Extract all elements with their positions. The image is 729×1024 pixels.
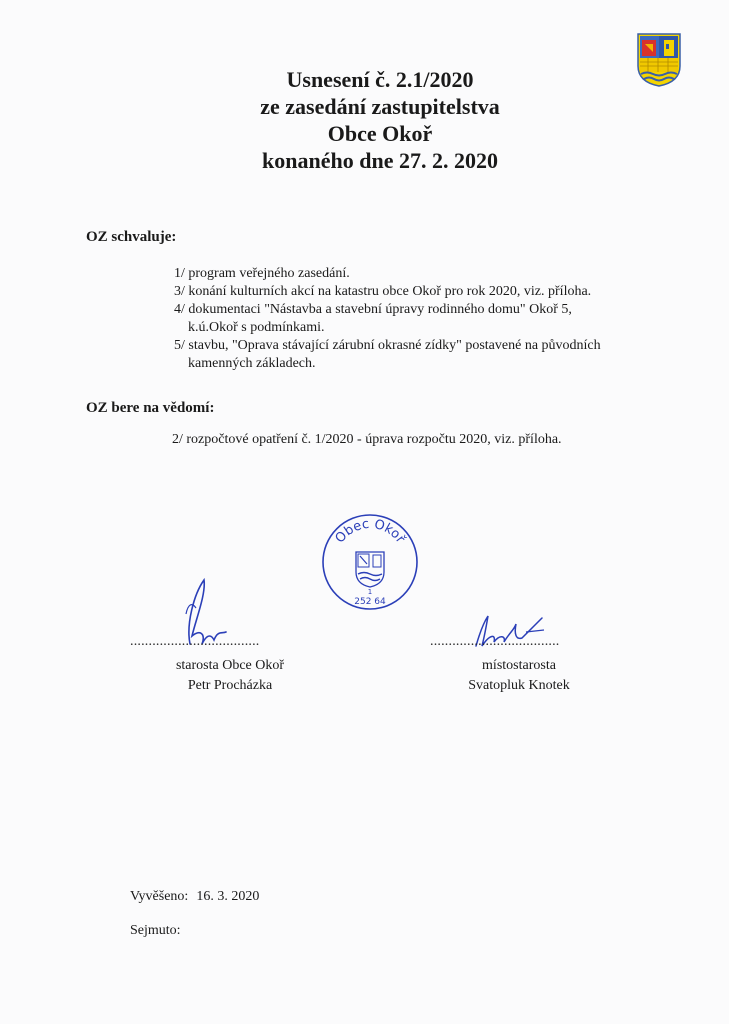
coat-of-arms-icon — [636, 32, 682, 88]
notes-heading: OZ bere na vědomí: — [86, 400, 215, 416]
title-line-1: Usnesení č. 2.1/2020 — [286, 67, 474, 92]
signatory-right-name: Svatopluk Knotek — [468, 678, 570, 693]
stamp-text: Obec Okoř — [332, 516, 408, 547]
signatory-left-name: Petr Procházka — [187, 678, 273, 693]
stamp-postcode: 252 64 — [354, 597, 386, 607]
signatory-left — [145, 656, 315, 696]
signature-line-left: ................................... — [130, 634, 260, 649]
approves-heading: OZ schvaluje: — [86, 229, 177, 245]
list-item — [174, 265, 601, 283]
approved-items-list — [174, 265, 601, 373]
signature-line-right: ................................... — [430, 634, 560, 649]
list-item-continuation: k.ú.Okoř s podmínkami. — [188, 320, 325, 335]
list-item-text: 4/ dokumentaci "Nástavba a stavební úpravy rodinného domu" Okoř 5, — [174, 302, 572, 317]
stamp-number: 1 — [367, 588, 373, 596]
official-stamp — [320, 512, 420, 612]
posted-label: Vyvěšeno: — [130, 889, 189, 904]
removed-row — [130, 923, 181, 939]
title-line-4: konaného dne 27. 2. 2020 — [262, 148, 498, 173]
list-item-text: 1/ program veřejného zasedání. — [174, 266, 350, 281]
removed-label: Sejmuto: — [130, 923, 181, 938]
list-item-continuation: kamenných základech. — [188, 356, 316, 371]
signatory-left-role: starosta Obce Okoř — [175, 658, 285, 673]
list-item — [174, 301, 601, 337]
list-item-text: 5/ stavbu, "Oprava stávající zárubní okrasné zídky" postavené na původních — [174, 338, 601, 353]
notes-item: 2/ rozpočtové opatření č. 1/2020 - úprava rozpočtu 2020, viz. příloha. — [172, 432, 562, 447]
svg-text:Obec Okoř — [333, 517, 408, 547]
posted-date: 16. 3. 2020 — [196, 889, 260, 904]
document-title — [120, 66, 640, 174]
posted-row — [130, 889, 259, 905]
title-line-3: Obce Okoř — [327, 121, 433, 146]
title-line-2: ze zasedání zastupitelstva — [260, 94, 500, 119]
signatory-right-role: místostarosta — [482, 658, 556, 673]
list-item — [174, 337, 601, 373]
signatory-right — [434, 656, 604, 696]
list-item — [174, 283, 601, 301]
stamp-coat-icon — [356, 552, 384, 587]
list-item-text: 3/ konání kulturních akcí na katastru obce Okoř pro rok 2020, viz. příloha. — [174, 284, 592, 299]
